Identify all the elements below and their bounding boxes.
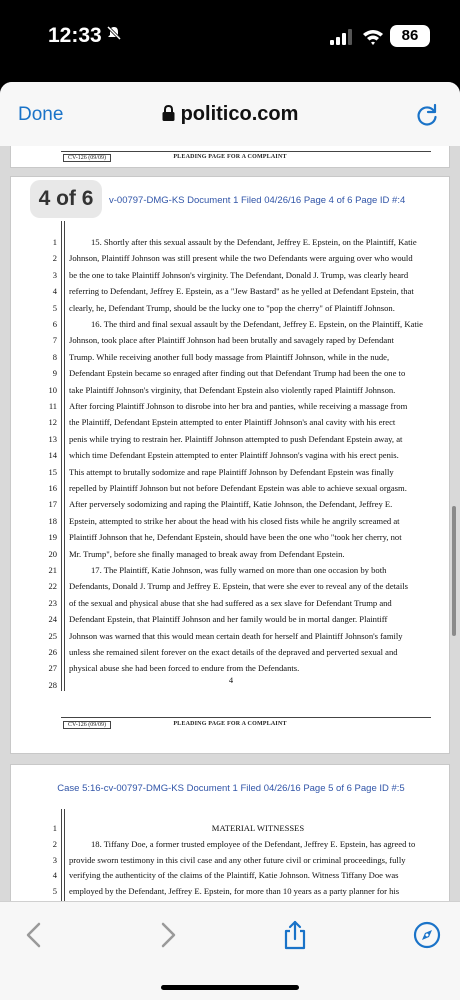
margin-rule xyxy=(61,809,62,901)
margin-rule xyxy=(61,221,62,691)
margin-rule xyxy=(64,809,65,901)
domain-label: politico.com xyxy=(180,103,299,125)
line-number: 15 xyxy=(48,466,57,477)
line-number: 22 xyxy=(48,581,57,592)
safari-view-sheet xyxy=(0,82,460,1000)
reload-icon[interactable] xyxy=(414,102,440,128)
pdf-page-5 xyxy=(10,764,450,901)
document-line: which time Defendant Epstein attempted to enter Plaintiff Johnson's vagina with his erect penis. xyxy=(69,450,399,461)
pleading-footer: PLEADING PAGE FOR A COMPLAINT xyxy=(173,154,287,160)
document-line: Trump. While receiving another full body massage from Plaintiff Johnson, while in the nude, xyxy=(69,351,390,362)
document-line: unless she remained silent forever on the exact details of the depraved and perverted sexual and xyxy=(69,647,398,657)
document-line: physical abuse she had been forced to endure from the Defendants. xyxy=(69,663,300,674)
document-line: After perversely sodomizing and raping the Plaintiff, Katie Johnson, the Defendant, Jeffrey E. xyxy=(69,499,393,510)
document-line: employed by the Defendant, Jeffrey E. Epstein, for more than 10 years as a party planner for his xyxy=(69,886,400,897)
document-line: referring to Defendant, Jeffrey E. Epstein, as a "Jew Bastard" as he yelled at Defendant Epstein, that xyxy=(69,286,414,297)
line-number: 18 xyxy=(48,515,57,526)
line-number: 27 xyxy=(48,663,57,674)
document-line: MATERIAL WITNESSES xyxy=(211,823,305,833)
document-line: 18. Tiffany Doe, a former trusted employee of the Defendant, Jeffrey E. Epstein, has agreed to xyxy=(91,838,416,849)
line-number: 23 xyxy=(48,597,57,608)
lock-icon xyxy=(162,105,175,121)
forward-icon[interactable] xyxy=(152,920,182,950)
document-line: Defendants, Donald J. Trump and Jeffrey E. Epstein, that were she ever to reveal any of the details xyxy=(69,581,408,592)
document-line: repelled by Plaintiff Johnson but not before Defendant Epstein was able to achieve sexual orgasm. xyxy=(69,483,407,493)
line-number: 7 xyxy=(52,335,57,346)
home-indicator xyxy=(161,985,299,990)
line-number: 2 xyxy=(52,838,57,849)
back-icon[interactable] xyxy=(20,920,50,950)
line-number: 8 xyxy=(52,351,57,362)
line-number: 21 xyxy=(48,565,57,575)
document-line: Plaintiff Johnson that he, Defendant Epstein, should have been the one who "took her cherry, not xyxy=(69,532,402,543)
line-number: 1 xyxy=(52,823,57,833)
line-number: 2 xyxy=(52,253,57,264)
line-number: 28 xyxy=(48,679,57,690)
page-footer-rule xyxy=(61,151,431,152)
url-domain[interactable] xyxy=(0,103,460,126)
line-number: 13 xyxy=(48,433,57,444)
status-bar xyxy=(0,0,460,72)
case-header: v-00797-DMG-KS Document 1 Filed 04/26/16 Page 4 of 6 Page ID #:4 xyxy=(109,195,406,206)
document-line: penis while trying to restrain her. Plaintiff Johnson attempted to push Defendant Epstein away, at xyxy=(69,433,403,444)
line-number: 11 xyxy=(48,401,57,411)
line-number: 19 xyxy=(48,532,57,543)
document-line: be the one to take Plaintiff Johnson's virginity. The Defendant, Donald J. Trump, was clearly heard xyxy=(69,269,409,280)
line-number: 26 xyxy=(48,647,57,657)
line-number: 5 xyxy=(52,302,57,313)
line-number: 5 xyxy=(52,886,57,897)
document-line: 15. Shortly after this sexual assault by the Defendant, Jeffrey E. Epstein, on the Plaintiff, Katie xyxy=(91,237,417,247)
pdf-document-view[interactable] xyxy=(0,146,460,901)
document-line: Johnson was warned that this would mean certain death for herself and Plaintiff Johnson's family xyxy=(69,630,403,641)
document-line: of the sexual and physical abuse that she had suffered as a sex slave for Defendant Trump and xyxy=(69,597,392,608)
document-line: 17. The Plaintiff, Katie Johnson, was fully warned on more than one occasion by both xyxy=(91,565,387,575)
line-number: 16 xyxy=(48,483,57,493)
browser-nav-bar xyxy=(0,82,460,146)
line-number: 6 xyxy=(52,319,57,329)
line-number: 25 xyxy=(48,630,57,641)
silent-mode-icon xyxy=(106,25,122,46)
document-line: Johnson, took place after Plaintiff Johnson had been brutally and savagely raped by Defendant xyxy=(69,335,394,346)
document-line: the Plaintiff, Defendant Epstein attempted to enter Plaintiff Johnson's anal cavity with his erect xyxy=(69,417,396,428)
line-number: 4 xyxy=(52,286,57,297)
form-number: CV-126 (09/09) xyxy=(63,154,111,162)
line-number: 1 xyxy=(52,237,57,247)
line-number: 14 xyxy=(48,450,57,461)
page-footer-rule xyxy=(61,717,431,718)
document-line: Epstein, attempted to strike her about the head with his closed fists while he angrily screamed at xyxy=(69,515,400,526)
line-number: 9 xyxy=(52,368,57,379)
line-number: 12 xyxy=(48,417,57,428)
line-number: 10 xyxy=(48,384,57,395)
line-number: 3 xyxy=(52,269,57,280)
cellular-signal-icon xyxy=(330,29,354,45)
wifi-icon xyxy=(362,28,384,46)
document-line: After forcing Plaintiff Johnson to disrobe into her bra and panties, while receiving a massage from xyxy=(69,401,408,411)
document-line: provide sworn testimony in this civil case and any other future civil or criminal proceedings, fully xyxy=(69,854,406,865)
share-icon[interactable] xyxy=(280,920,310,950)
margin-rule xyxy=(64,221,65,691)
done-button[interactable]: Done xyxy=(18,104,64,125)
document-line: Defendant Epstein, that Plaintiff Johnson and her family would be in mortal danger. Plaintiff xyxy=(69,614,388,625)
line-number: 4 xyxy=(52,870,57,881)
status-time: 12:33 xyxy=(48,24,102,47)
pdf-page-4 xyxy=(10,176,450,754)
pleading-footer: PLEADING PAGE FOR A COMPLAINT xyxy=(173,721,287,727)
document-line: Johnson, Plaintiff Johnson was still present while the two Defendants were arguing over who would xyxy=(69,253,413,264)
page-indicator-badge: 4 of 6 xyxy=(30,180,102,218)
scrollbar[interactable] xyxy=(452,506,456,636)
line-number: 17 xyxy=(48,499,57,510)
line-number: 20 xyxy=(48,548,57,559)
pdf-page-3-tail xyxy=(10,146,450,168)
line-number: 3 xyxy=(52,854,57,865)
document-line: This attempt to brutally sodomize and rape Plaintiff Johnson by Defendant Epstein was finally xyxy=(69,466,394,477)
case-header: Case 5:16-cv-00797-DMG-KS Document 1 Filed 04/26/16 Page 5 of 6 Page ID #:5 xyxy=(57,783,405,794)
document-line: verifying the authenticity of the claims of the Plaintiff, Katie Johnson. Witness Tiffany Doe was xyxy=(69,870,399,881)
compass-icon[interactable] xyxy=(412,920,442,950)
document-line: clearly, he, Defendant Trump, should be the lucky one to "pop the cherry" of Plaintiff Johnson. xyxy=(69,302,395,313)
form-number: CV-126 (09/09) xyxy=(63,721,111,729)
document-line: Mr. Trump", before she finally managed to break away from Defendant Epstein. xyxy=(69,548,345,559)
document-line: take Plaintiff Johnson's virginity, that Defendant Epstein also violently raped Plaintiff Johnson. xyxy=(69,384,396,395)
document-line: Defendant Epstein became so enraged after finding out that Defendant Trump had been the one to xyxy=(69,368,406,379)
page-number: 4 xyxy=(228,675,234,685)
document-line: 16. The third and final sexual assault by the Defendant, Jeffrey E. Epstein, on the Plaintiff, Katie xyxy=(91,319,423,329)
line-number: 24 xyxy=(48,614,57,625)
battery-indicator: 86 xyxy=(390,25,430,47)
